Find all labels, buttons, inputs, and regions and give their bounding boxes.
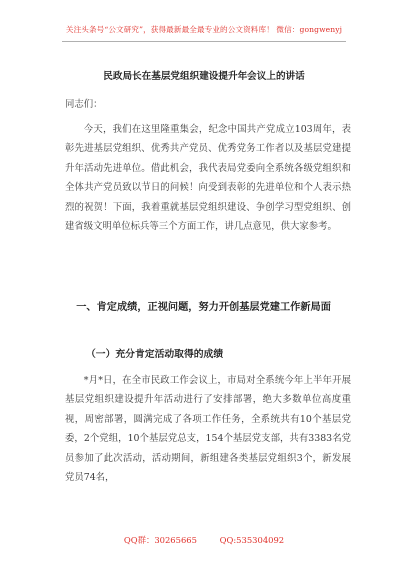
body-paragraph-achievements: *月*日，在全市民政工作会议上，市局对全系统今年上半年开展基层党组织建设提升年活动进行了安排部署，绝大多数单位高度重视，周密部署，圆满完成了各项工作任务，全系统共有10个基层党委，2个党组，10个基层党总支，154个基层党支部，共有3383名党员参加了此次活动，活动期间，新组建各类基层党组织3个，新发展党员74名， <box>65 375 351 484</box>
footer-contact <box>0 534 408 546</box>
footer-qq-group: QQ群：30265665 <box>123 535 197 545</box>
header-promo-note: 关注头条号“公文研究”，获得最新最全最专业的公文资料库！ 微信：gongwenyj <box>65 25 343 34</box>
section-heading-1: 一、肯定成绩，正视问题，努力开创基层党建工作新局面 <box>76 301 331 313</box>
body-paragraph-intro: 今天，我们在这里隆重集会，纪念中国共产党成立103周年，表彰先进基层党组织、优秀共产党员、优秀党务工作者以及基层党建提升年活动先进单位。借此机会，我代表局党委向全系统各级党组织和全体共产党员致以节日的问候！向受到表彰的先进单位和个人表示热烈的祝贺！下面，我着重就基层党组织建设、争创学习型党组织、创建省级文明单位标兵等三个方面工作，讲几点意见，供大家参考。 <box>65 124 351 233</box>
subsection-heading-1: （一）充分肯定活动取得的成绩 <box>86 349 224 360</box>
salutation: 同志们： <box>65 99 103 110</box>
footer-qq: QQ:535304092 <box>219 535 285 545</box>
document-title: 民政局长在基层党组织建设提升年会议上的讲话 <box>103 71 305 82</box>
header-divider <box>62 41 346 42</box>
